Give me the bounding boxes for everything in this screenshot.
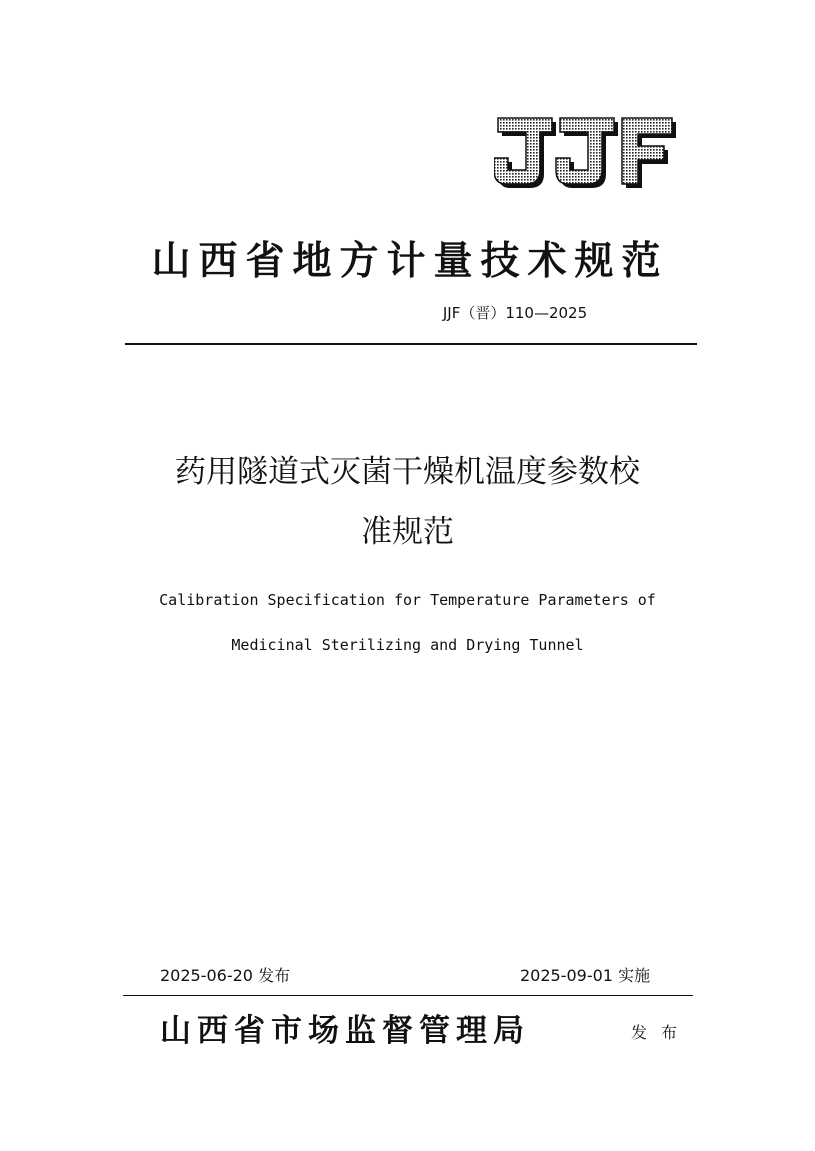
issuing-authority: 山西省市场监督管理局 <box>160 1013 530 1049</box>
document-title-cn-line2: 准规范 <box>361 514 454 550</box>
document-title-en <box>60 578 755 668</box>
standard-code: JJF（晋）110—2025 <box>442 304 588 322</box>
publish-label: 发布 <box>631 1023 692 1042</box>
document-title-cn <box>100 442 715 562</box>
implement-date: 2025-09-01 实施 <box>520 966 651 985</box>
region-standard-title: 山西省地方计量技术规范 <box>151 238 669 284</box>
issue-date: 2025-06-20 发布 <box>160 966 291 985</box>
document-title-en-line1: Calibration Specification for Temperature Parameters of <box>159 591 656 609</box>
document-title-cn-line1: 药用隧道式灭菌干燥机温度参数校 <box>175 454 640 490</box>
document-title-en-line2: Medicinal Sterilizing and Drying Tunnel <box>231 636 584 654</box>
footer-divider <box>123 995 693 996</box>
header-divider <box>125 343 697 345</box>
jjf-logo <box>494 116 680 190</box>
